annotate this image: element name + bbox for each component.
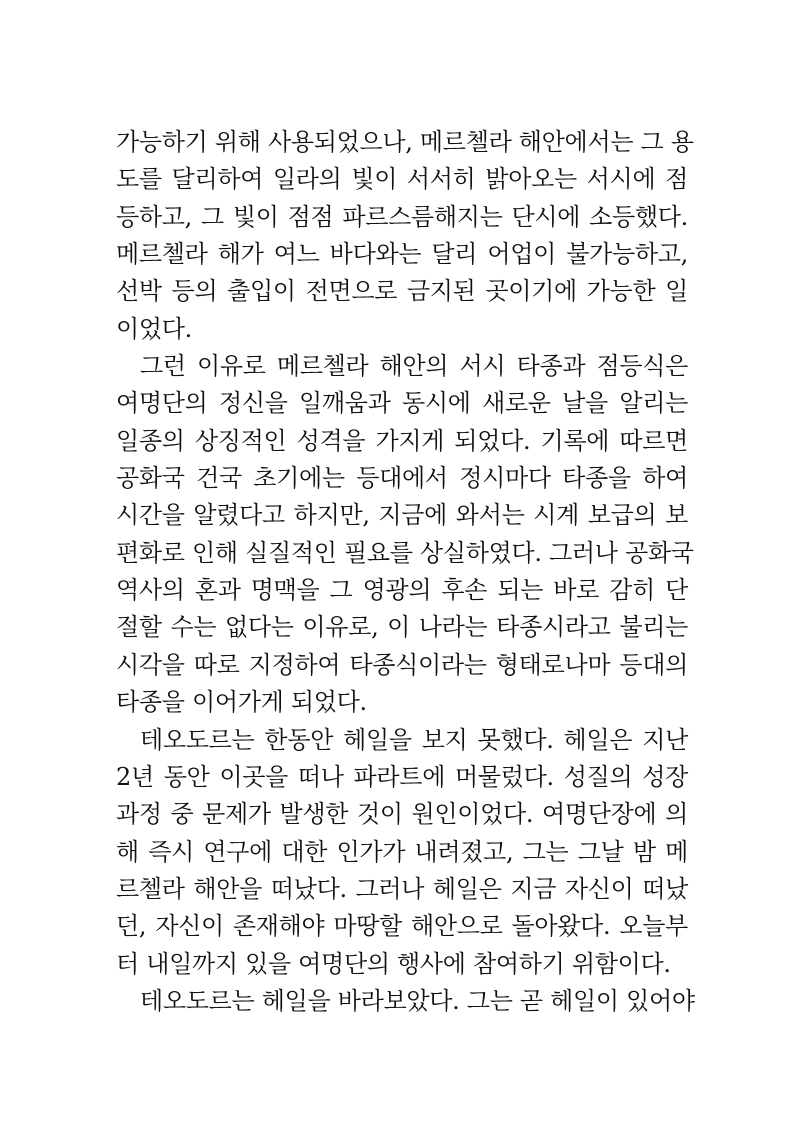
- paragraph-start-line: 테오도르는 헤일을 바라보았다. 그는 곧 헤일이 있어야: [140, 986, 695, 1015]
- text-line: 공화국 건국 초기에는 등대에서 정시마다 타종을 하여: [116, 464, 688, 493]
- text-line: 2년 동안 이곳을 떠나 파라트에 머물렀다. 성질의 성장: [116, 762, 688, 791]
- text-line: 선박 등의 출입이 전면으로 금지된 곳이기에 가능한 일: [116, 277, 688, 306]
- text-line: 일종의 상징적인 성격을 가지게 되었다. 기록에 따르면: [116, 426, 688, 455]
- paragraph-start-line: 그런 이유로 메르첼라 해안의 서시 타종과 점등식은: [140, 352, 688, 381]
- text-line: 시간을 알렸다고 하지만, 지금에 와서는 시계 보급의 보: [116, 501, 688, 530]
- text-line: 시각을 따로 지정하여 타종식이라는 형태로나마 등대의: [116, 650, 688, 679]
- text-line: 르첼라 해안을 떠났다. 그러나 헤일은 지금 자신이 떠났: [116, 874, 688, 903]
- text-line: 여명단의 정신을 일깨움과 동시에 새로운 날을 알리는: [116, 389, 688, 418]
- text-line: 해 즉시 연구에 대한 인가가 내려졌고, 그는 그날 밤 메: [116, 837, 688, 866]
- text-line: 메르첼라 해가 여느 바다와는 달리 어업이 불가능하고,: [116, 240, 688, 269]
- text-line: 등하고, 그 빛이 점점 파르스름해지는 단시에 소등했다.: [116, 202, 688, 231]
- text-line: 절할 수는 없다는 이유로, 이 나라는 타종시라고 불리는: [116, 613, 688, 642]
- paragraph-end-line: 터 내일까지 있을 여명단의 행사에 참여하기 위함이다.: [116, 949, 671, 978]
- body-text: [116, 124, 695, 1020]
- text-line: 가능하기 위해 사용되었으나, 메르첼라 해안에서는 그 용: [116, 128, 694, 156]
- paragraph-start-line: 테오도르는 한동안 헤일을 보지 못했다. 헤일은 지난: [140, 725, 688, 754]
- text-line: 도를 달리하여 일라의 빛이 서서히 밝아오는 서시에 점: [116, 165, 688, 194]
- text-line: 과정 중 문제가 발생한 것이 원인이었다. 여명단장에 의: [116, 800, 688, 829]
- text-line: 던, 자신이 존재해야 마땅할 해안으로 돌아왔다. 오늘부: [116, 912, 688, 941]
- text-line: 역사의 혼과 명맥을 그 영광의 후손 되는 바로 감히 단: [116, 576, 688, 605]
- paragraph-end-line: 타종을 이어가게 되었다.: [116, 688, 367, 717]
- text-line: 편화로 인해 실질적인 필요를 상실하였다. 그러나 공화국: [116, 538, 694, 567]
- paragraph-end-line: 이었다.: [116, 314, 192, 343]
